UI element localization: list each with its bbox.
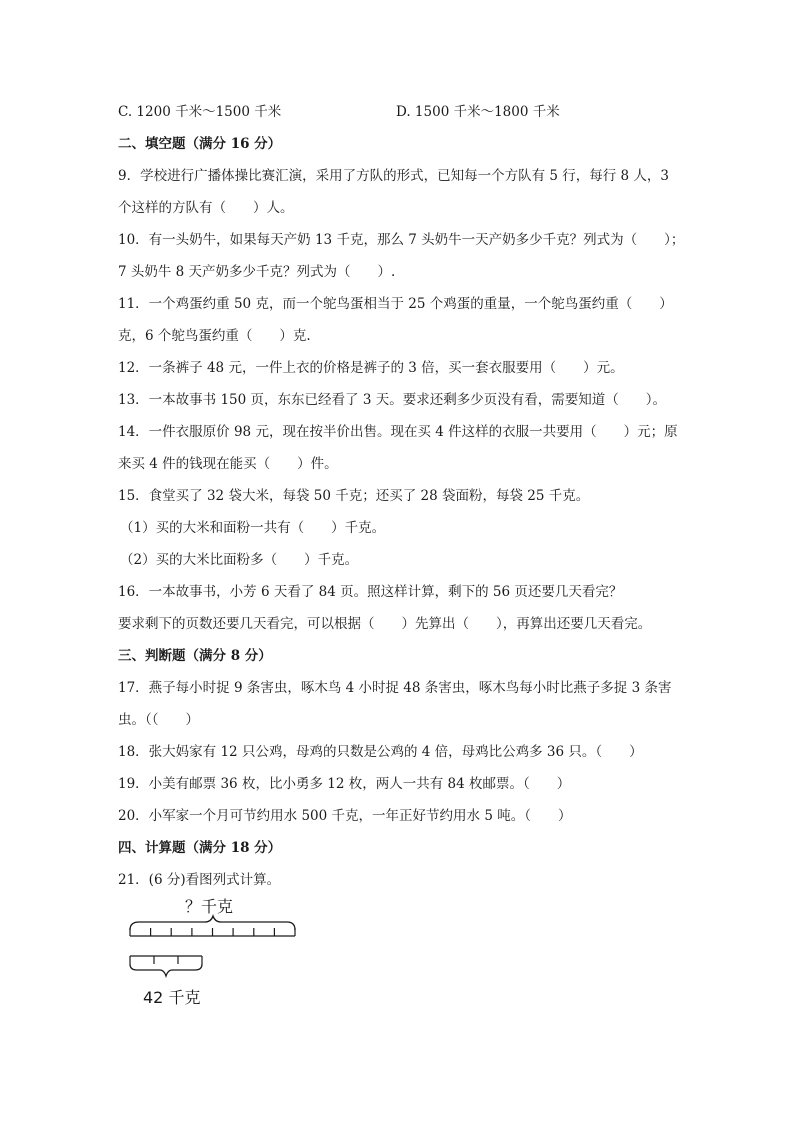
- section-judge-heading: 三、判断题（满分 8 分）: [118, 648, 272, 664]
- section-fill-blank-heading: 二、填空题（满分 16 分）: [118, 136, 282, 152]
- question-14-line-2: 来买 4 件的钱现在能买（ ）件。: [118, 456, 338, 472]
- question-14-line-1: 14．一件衣服原价 98 元，现在按半价出售。现在买 4 件这样的衣服一共要用（ ）元；原: [118, 424, 678, 440]
- total-brace: [130, 916, 295, 930]
- segment-diagram: [125, 890, 315, 1015]
- question-20: 20．小军家一个月可节约用水 500 千克，一年正好节约用水 5 吨。（ ）: [118, 808, 572, 824]
- question-21: 21．(6 分)看图列式计算。: [118, 872, 281, 888]
- question-12: 12．一条裤子 48 元，一件上衣的价格是裤子的 3 倍，买一套衣服要用（ ）元。: [118, 360, 624, 376]
- question-10-line-2: 7 头奶牛 8 天产奶多少千克？列式为（ ）.: [118, 264, 396, 280]
- known-part-brace: [130, 964, 202, 976]
- question-15-part-1: （1）买的大米和面粉一共有（ ）千克。: [120, 520, 386, 536]
- question-13: 13．一本故事书 150 页，东东已经看了 3 天。要求还剩多少页没有看，需要知道（ ）。: [118, 392, 666, 408]
- option-c: C. 1200 千米～1500 千米: [118, 104, 282, 120]
- known-part-ticks: [130, 956, 202, 964]
- known-weight-label: 42 千克: [143, 988, 201, 1007]
- question-10-line-1: 10．有一头奶牛，如果每天产奶 13 千克，那么 7 头奶牛一天产奶多少千克？列式为（ ）；: [118, 232, 685, 248]
- question-11-line-2: 克，6 个鸵鸟蛋约重（ ）克.: [118, 328, 311, 344]
- question-15: 15．食堂买了 32 袋大米，每袋 50 千克；还买了 28 袋面粉，每袋 25 千克。: [118, 488, 590, 504]
- question-17-line-2: 虫。（（ ）: [118, 712, 199, 728]
- question-9-line-1: 9．学校进行广播体操比赛汇演，采用了方队的形式，已知每一个方队有 5 行，每行 8 人，3: [118, 168, 670, 184]
- question-18: 18．张大妈家有 12 只公鸡，母鸡的只数是公鸡的 4 倍，母鸡比公鸡多 36 只。（ ）: [118, 744, 643, 760]
- question-16-line-1: 16．一本故事书，小芳 6 天看了 84 页。照这样计算，剩下的 56 页还要几天看完？: [118, 584, 623, 600]
- question-16-line-2: 要求剩下的页数还要几天看完，可以根据（ ）先算出（ ），再算出还要几天看完。: [118, 616, 652, 632]
- segment-ticks: [130, 928, 295, 936]
- question-15-part-2: （2）买的大米比面粉多（ ）千克。: [120, 552, 359, 568]
- option-d: D. 1500 千米～1800 千米: [396, 104, 560, 120]
- section-calc-heading: 四、计算题（满分 18 分）: [118, 840, 282, 856]
- question-9-line-2: 个这样的方队有（ ）人。: [118, 200, 294, 216]
- question-19: 19．小美有邮票 36 枚，比小勇多 12 枚，两人一共有 84 枚邮票。（ ）: [118, 776, 571, 792]
- question-17-line-1: 17．燕子每小时捉 9 条害虫，啄木鸟 4 小时捉 48 条害虫，啄木鸟每小时比燕子多捉 3 条害: [118, 680, 672, 696]
- total-weight-label: ？千克: [185, 897, 234, 916]
- question-11-line-1: 11．一个鸡蛋约重 50 克，而一个鸵鸟蛋相当于 25 个鸡蛋的重量，一个鸵鸟蛋约重（ ）: [118, 296, 673, 312]
